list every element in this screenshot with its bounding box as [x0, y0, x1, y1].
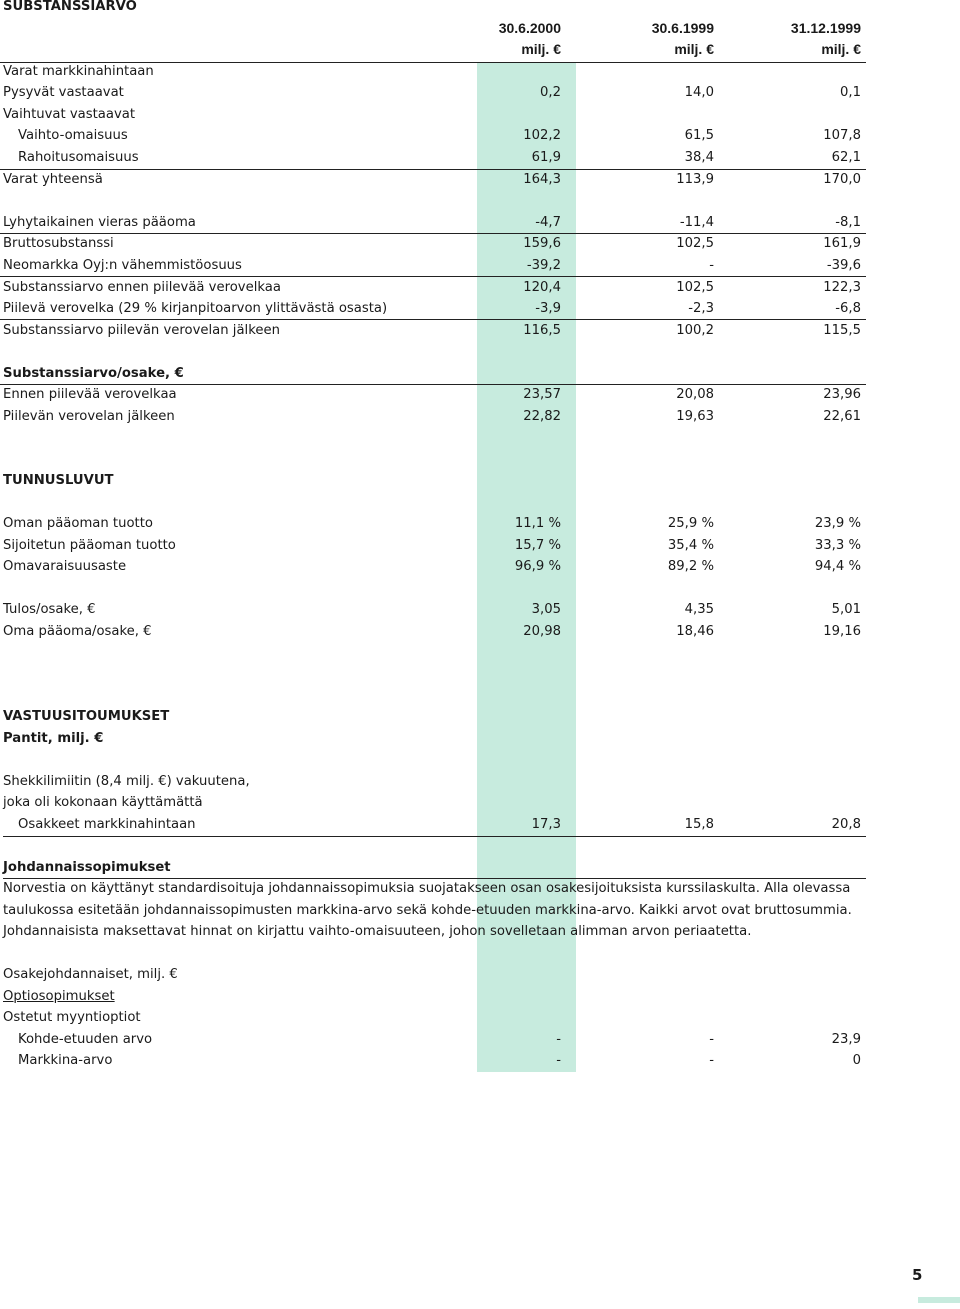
cell-value: 62,1 [831, 150, 861, 165]
row-label: Sijoitetun pääoman tuotto [3, 538, 176, 553]
row-label: Osakkeet markkinahintaan [18, 817, 196, 832]
cell-value: - [709, 1053, 714, 1068]
paragraph-line: taulukossa esitetään johdannaissopimusten markkina-arvo sekä kohde-etuuden markkina-arvo. Kaikki arvot ovat bruttosummia. [3, 903, 852, 918]
cell-value: - [709, 1032, 714, 1047]
cell-value: 18,46 [676, 624, 714, 639]
cell-value: 170,0 [823, 172, 861, 187]
paragraph-line: Johdannaisista maksettavat hinnat on kirjattu vaihto-omaisuuteen, johon sovelletaan alimman arvon periaatetta. [3, 924, 752, 939]
cell-value: -8,1 [835, 215, 861, 230]
text-line: Shekkilimiitin (8,4 milj. €) vakuutena, [3, 774, 250, 789]
cell-value: 38,4 [684, 150, 714, 165]
cell-value: 25,9 % [667, 516, 714, 531]
cell-value: 102,5 [676, 280, 714, 295]
cell-value: 96,9 % [514, 559, 561, 574]
table-rule [0, 169, 866, 170]
cell-value: 94,4 % [814, 559, 861, 574]
section-subheading: Osakejohdannaiset, milj. € [3, 967, 178, 982]
cell-value: 100,2 [676, 323, 714, 338]
row-label: Tulos/osake, € [3, 602, 96, 617]
cell-value: 22,82 [523, 409, 561, 424]
cell-value: 120,4 [523, 280, 561, 295]
cell-value: 20,98 [523, 624, 561, 639]
cell-value: 33,3 % [814, 538, 861, 553]
cell-value: 61,5 [684, 128, 714, 143]
row-label: Omavaraisuusaste [3, 559, 127, 574]
page-number-bar [918, 1297, 960, 1303]
row-label: Rahoitusomaisuus [18, 150, 139, 165]
row-label: Bruttosubstanssi [3, 236, 114, 251]
table-rule [0, 384, 866, 385]
cell-value: 20,8 [831, 817, 861, 832]
section-heading: TUNNUSLUVUT [3, 473, 114, 488]
cell-value: 0,1 [840, 85, 861, 100]
cell-value: 23,9 [831, 1032, 861, 1047]
section-heading: VASTUUSITOUMUKSET [3, 709, 170, 724]
cell-value: -39,2 [526, 258, 561, 273]
cell-value: - [556, 1053, 561, 1068]
row-label: Pysyvät vastaavat [3, 85, 124, 100]
cell-value: - [709, 258, 714, 273]
row-label: Vaihtuvat vastaavat [3, 107, 136, 122]
paragraph-line: Norvestia on käyttänyt standardisoituja johdannaissopimuksia suojatakseen osan osakesijoituksista kurssilaskulta. Alla olevassa [3, 881, 851, 896]
cell-value: 159,6 [523, 236, 561, 251]
cell-value: 35,4 % [667, 538, 714, 553]
section-heading: Substanssiarvo/osake, € [3, 366, 184, 381]
section-subheading: Optiosopimukset [3, 989, 115, 1004]
cell-value: 17,3 [531, 817, 561, 832]
cell-value: 22,61 [823, 409, 861, 424]
section-heading: Johdannaissopimukset [3, 860, 171, 875]
table-rule [3, 836, 866, 837]
text-line: joka oli kokonaan käyttämättä [3, 795, 203, 810]
row-label: Varat yhteensä [3, 172, 103, 187]
cell-value: 19,16 [823, 624, 861, 639]
col-header-date-3: 31.12.1999 [790, 20, 861, 36]
cell-value: 122,3 [823, 280, 861, 295]
table-rule [3, 878, 866, 879]
page-number: 5 [912, 1266, 923, 1284]
cell-value: 164,3 [523, 172, 561, 187]
col-header-unit-1: milj. € [521, 41, 561, 57]
cell-value: - [556, 1032, 561, 1047]
cell-value: 102,5 [676, 236, 714, 251]
cell-value: 115,5 [823, 323, 861, 338]
section-subheading: Pantit, milj. € [3, 731, 104, 746]
cell-value: 107,8 [823, 128, 861, 143]
row-label: Lyhytaikainen vieras pääoma [3, 215, 196, 230]
cell-value: 4,35 [684, 602, 714, 617]
cell-value: 5,01 [831, 602, 861, 617]
cell-value: 14,0 [684, 85, 714, 100]
cell-value: -11,4 [679, 215, 714, 230]
cell-value: 15,8 [684, 817, 714, 832]
cell-value: 0 [852, 1053, 861, 1068]
cell-value: -6,8 [835, 301, 861, 316]
cell-value: 23,96 [823, 387, 861, 402]
row-label: Vaihto-omaisuus [18, 128, 128, 143]
row-label: Oma pääoma/osake, € [3, 624, 152, 639]
cell-value: 3,05 [531, 602, 561, 617]
section-heading: Varat markkinahintaan [3, 64, 154, 79]
cell-value: 19,63 [676, 409, 714, 424]
cell-value: 11,1 % [514, 516, 561, 531]
cell-value: -3,9 [535, 301, 561, 316]
cell-value: 113,9 [676, 172, 714, 187]
cell-value: 61,9 [531, 150, 561, 165]
cell-value: -39,6 [826, 258, 861, 273]
row-label: Piilevän verovelan jälkeen [3, 409, 175, 424]
col-header-date-1: 30.6.2000 [498, 20, 561, 36]
section-subheading: Ostetut myyntioptiot [3, 1010, 141, 1025]
cell-value: 0,2 [540, 85, 561, 100]
cell-value: 23,9 % [814, 516, 861, 531]
cell-value: 89,2 % [667, 559, 714, 574]
col-header-date-2: 30.6.1999 [651, 20, 714, 36]
row-label: Substanssiarvo ennen piilevää verovelkaa [3, 280, 281, 295]
table-rule [0, 233, 866, 234]
page-title: SUBSTANSSIARVO [3, 0, 137, 14]
row-label: Piilevä verovelka (29 % kirjanpitoarvon ylittävästä osasta) [3, 301, 388, 316]
cell-value: 102,2 [523, 128, 561, 143]
cell-value: 15,7 % [514, 538, 561, 553]
row-label: Markkina-arvo [18, 1053, 113, 1068]
row-label: Neomarkka Oyj:n vähemmistöosuus [3, 258, 242, 273]
cell-value: -2,3 [688, 301, 714, 316]
cell-value: 116,5 [523, 323, 561, 338]
row-label: Ennen piilevää verovelkaa [3, 387, 177, 402]
table-rule [0, 276, 866, 277]
cell-value: -4,7 [535, 215, 561, 230]
cell-value: 161,9 [823, 236, 861, 251]
row-label: Kohde-etuuden arvo [18, 1032, 153, 1047]
cell-value: 23,57 [523, 387, 561, 402]
col-header-unit-2: milj. € [674, 41, 714, 57]
cell-value: 20,08 [676, 387, 714, 402]
row-label: Oman pääoman tuotto [3, 516, 153, 531]
table-rule [0, 319, 866, 320]
col-header-unit-3: milj. € [821, 41, 861, 57]
row-label: Substanssiarvo piilevän verovelan jälkeen [3, 323, 280, 338]
